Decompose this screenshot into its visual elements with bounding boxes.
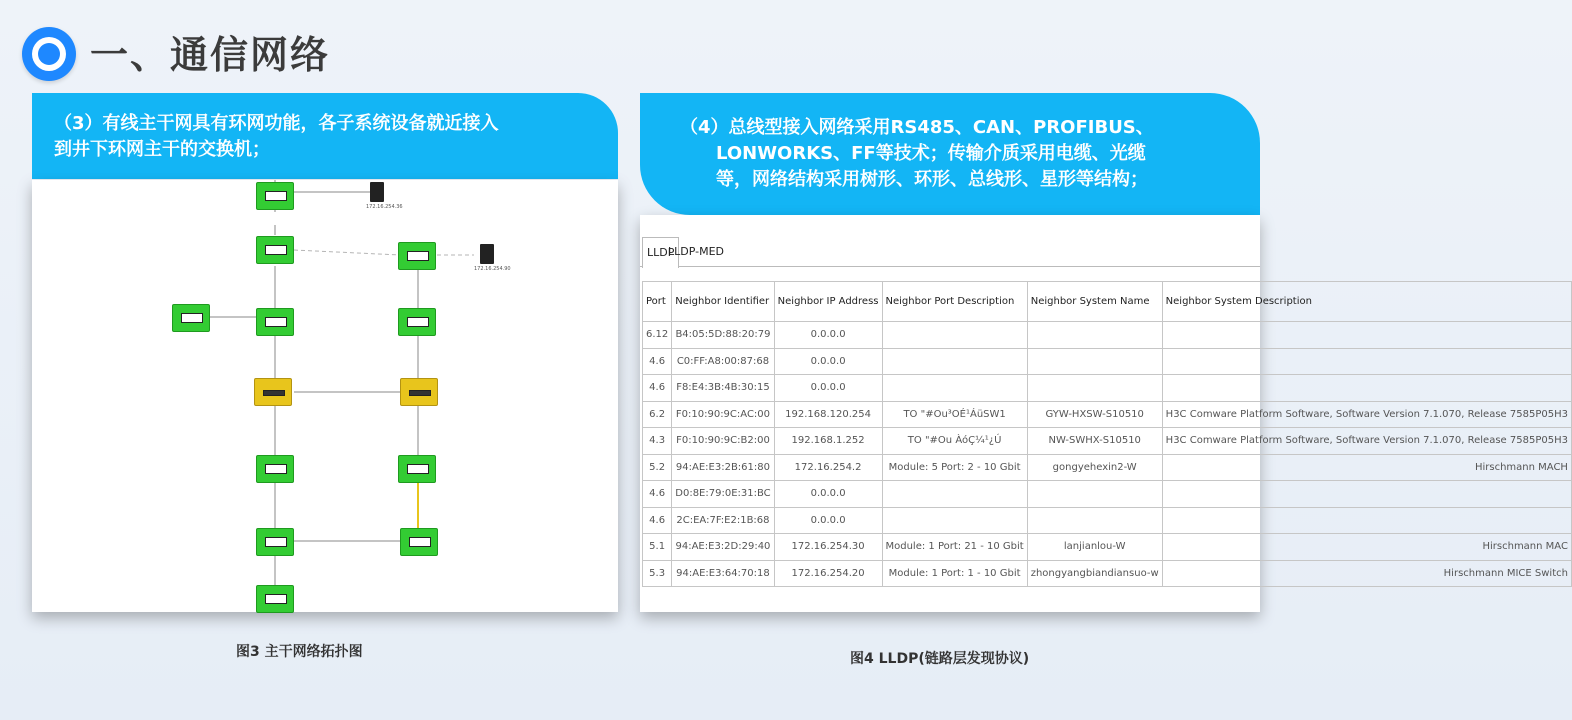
cell-port-desc xyxy=(882,322,1027,349)
topology-links xyxy=(32,180,618,612)
cell-port-desc: Module: 1 Port: 1 - 10 Gbit xyxy=(882,560,1027,587)
cell-system-name: GYW-HXSW-S10510 xyxy=(1027,401,1162,428)
switch-node xyxy=(256,455,294,483)
cell-system-name: lanjianlou-W xyxy=(1027,534,1162,561)
page-title: 一、通信网络 xyxy=(90,33,331,77)
core-switch-node xyxy=(400,378,438,406)
lldp-neighbor-table xyxy=(642,281,1572,587)
switch-node xyxy=(256,585,294,613)
cell-port-desc xyxy=(882,348,1027,375)
cell-identifier: 94:AE:E3:2B:61:80 xyxy=(672,454,774,481)
switch-node xyxy=(256,182,294,210)
table-row[interactable] xyxy=(643,481,1572,508)
banner-left-line1: （3）有线主干网具有环网功能，各子系统设备就近接入 xyxy=(54,113,499,134)
cell-identifier: D0:8E:79:0E:31:BC xyxy=(672,481,774,508)
table-row[interactable] xyxy=(643,322,1572,349)
cell-ip: 172.16.254.30 xyxy=(774,534,882,561)
switch-node xyxy=(398,455,436,483)
switch-node xyxy=(398,242,436,270)
banner-left-line2: 到井下环网主干的交换机； xyxy=(54,139,270,160)
cell-port: 4.6 xyxy=(643,481,672,508)
switch-node xyxy=(398,308,436,336)
cell-system-name xyxy=(1027,375,1162,402)
switch-node xyxy=(256,308,294,336)
cell-identifier: B4:05:5D:88:20:79 xyxy=(672,322,774,349)
cell-port-desc xyxy=(882,375,1027,402)
switch-node xyxy=(400,528,438,556)
cell-system-desc: H3C Comware Platform Software, Software Version 7.1.070, Release 7585P05H3 xyxy=(1162,428,1571,455)
banner-right-line1: （4）总线型接入网络采用RS485、CAN、PROFIBUS、 xyxy=(680,117,1154,138)
cell-identifier: F0:10:90:9C:B2:00 xyxy=(672,428,774,455)
table-row[interactable] xyxy=(643,428,1572,455)
server-icon xyxy=(480,244,494,264)
cell-port-desc: Module: 5 Port: 2 - 10 Gbit xyxy=(882,454,1027,481)
cell-port: 5.1 xyxy=(643,534,672,561)
table-header-row xyxy=(643,282,1572,322)
cell-port: 6.12 xyxy=(643,322,672,349)
cell-ip: 0.0.0.0 xyxy=(774,348,882,375)
topology-figure xyxy=(32,180,618,612)
switch-node xyxy=(256,528,294,556)
table-row[interactable] xyxy=(643,534,1572,561)
cell-port-desc xyxy=(882,507,1027,534)
cell-port: 4.6 xyxy=(643,375,672,402)
cell-system-name xyxy=(1027,507,1162,534)
banner-right-line3: 等，网络结构采用树形、环形、总线形、星形等结构； xyxy=(716,169,1148,190)
cell-identifier: C0:FF:A8:00:87:68 xyxy=(672,348,774,375)
cell-port-desc: TO "#Ou ÀóÇ¼¹¿Ú xyxy=(882,428,1027,455)
cell-system-desc: Hirschmann MICE Switch xyxy=(1162,560,1571,587)
cell-port-desc xyxy=(882,481,1027,508)
column-header[interactable]: Port xyxy=(643,282,672,322)
cell-system-desc xyxy=(1162,375,1571,402)
banner-bus-network xyxy=(640,93,1260,215)
tab-lldp-med[interactable]: LLDP-MED xyxy=(668,245,724,258)
switch-node xyxy=(256,236,294,264)
banner-right-line2: LONWORKS、FF等技术；传输介质采用电缆、光缆 xyxy=(716,143,1146,164)
table-row[interactable] xyxy=(643,454,1572,481)
cell-identifier: F8:E4:3B:4B:30:15 xyxy=(672,375,774,402)
cell-port-desc: TO "#Ou³OÉ¹ÁüSW1 xyxy=(882,401,1027,428)
column-header[interactable]: Neighbor System Name xyxy=(1027,282,1162,322)
cell-ip: 0.0.0.0 xyxy=(774,375,882,402)
table-row[interactable] xyxy=(643,507,1572,534)
lldp-figure xyxy=(640,215,1568,612)
cell-system-name xyxy=(1027,481,1162,508)
cell-system-desc: H3C Comware Platform Software, Software Version 7.1.070, Release 7585P05H3 xyxy=(1162,401,1571,428)
server-icon xyxy=(370,182,384,202)
cell-port: 4.3 xyxy=(643,428,672,455)
cell-system-name xyxy=(1027,322,1162,349)
cell-port-desc: Module: 1 Port: 21 - 10 Gbit xyxy=(882,534,1027,561)
cell-ip: 172.16.254.20 xyxy=(774,560,882,587)
cell-ip: 0.0.0.0 xyxy=(774,507,882,534)
cell-port: 4.6 xyxy=(643,348,672,375)
table-row[interactable] xyxy=(643,375,1572,402)
lldp-tab-bar xyxy=(640,237,1260,267)
cell-ip: 0.0.0.0 xyxy=(774,322,882,349)
cell-ip: 192.168.1.252 xyxy=(774,428,882,455)
cell-identifier: 94:AE:E3:64:70:18 xyxy=(672,560,774,587)
cell-system-name: NW-SWHX-S10510 xyxy=(1027,428,1162,455)
cell-system-name: zhongyangbiandiansuo-w xyxy=(1027,560,1162,587)
cell-system-desc xyxy=(1162,322,1571,349)
cell-identifier: 2C:EA:7F:E2:1B:68 xyxy=(672,507,774,534)
core-switch-node xyxy=(254,378,292,406)
cell-ip: 0.0.0.0 xyxy=(774,481,882,508)
cell-system-desc xyxy=(1162,481,1571,508)
column-header[interactable]: Neighbor Port Description xyxy=(882,282,1027,322)
column-header[interactable]: Neighbor Identifier xyxy=(672,282,774,322)
cell-ip: 172.16.254.2 xyxy=(774,454,882,481)
table-row[interactable] xyxy=(643,401,1572,428)
cell-port: 6.2 xyxy=(643,401,672,428)
cell-ip: 192.168.120.254 xyxy=(774,401,882,428)
cell-system-desc xyxy=(1162,348,1571,375)
title-bullet-icon xyxy=(22,27,76,81)
figure4-caption: 图4 LLDP(链路层发现协议) xyxy=(850,651,1030,667)
banner-wired-backbone xyxy=(32,93,618,179)
table-row[interactable] xyxy=(643,348,1572,375)
cell-identifier: F0:10:90:9C:AC:00 xyxy=(672,401,774,428)
column-header[interactable]: Neighbor IP Address xyxy=(774,282,882,322)
cell-system-desc: Hirschmann MAC xyxy=(1162,534,1571,561)
cell-system-desc xyxy=(1162,507,1571,534)
column-header[interactable]: Neighbor System Description xyxy=(1162,282,1571,322)
server-ip-label: 172.16.254.36 xyxy=(366,204,403,210)
cell-system-name xyxy=(1027,348,1162,375)
table-row[interactable] xyxy=(643,560,1572,587)
cell-system-name: gongyehexin2-W xyxy=(1027,454,1162,481)
server-ip-label: 172.16.254.90 xyxy=(474,266,511,272)
switch-node xyxy=(172,304,210,332)
figure3-caption: 图3 主干网络拓扑图 xyxy=(236,644,363,660)
cell-identifier: 94:AE:E3:2D:29:40 xyxy=(672,534,774,561)
cell-system-desc: Hirschmann MACH xyxy=(1162,454,1571,481)
cell-port: 5.2 xyxy=(643,454,672,481)
cell-port: 5.3 xyxy=(643,560,672,587)
tab-lldp[interactable]: LLDP xyxy=(642,237,679,268)
cell-port: 4.6 xyxy=(643,507,672,534)
